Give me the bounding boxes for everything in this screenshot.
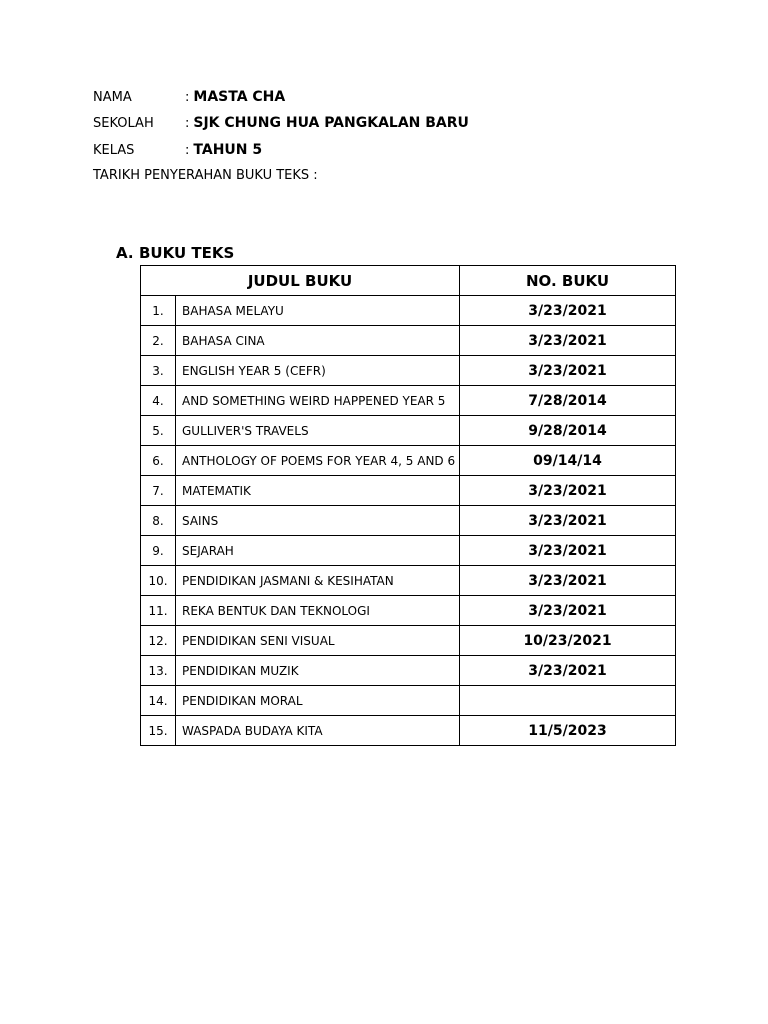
book-number: 3/23/2021 bbox=[460, 656, 676, 686]
table-row bbox=[141, 296, 676, 326]
row-number: 6. bbox=[141, 446, 176, 476]
table-header-row bbox=[141, 266, 676, 296]
book-number: 10/23/2021 bbox=[460, 626, 676, 656]
header-no-buku: NO. BUKU bbox=[460, 266, 676, 296]
table-row bbox=[141, 686, 676, 716]
info-row-kelas bbox=[93, 140, 262, 160]
book-title: WASPADA BUDAYA KITA bbox=[176, 716, 460, 746]
row-number: 3. bbox=[141, 356, 176, 386]
book-title: MATEMATIK bbox=[176, 476, 460, 506]
table-row bbox=[141, 476, 676, 506]
book-number: 3/23/2021 bbox=[460, 356, 676, 386]
row-number: 10. bbox=[141, 566, 176, 596]
sekolah-label: SEKOLAH bbox=[93, 115, 154, 131]
table-row bbox=[141, 596, 676, 626]
book-title: BAHASA MELAYU bbox=[176, 296, 460, 326]
book-number: 11/5/2023 bbox=[460, 716, 676, 746]
book-number: 9/28/2014 bbox=[460, 416, 676, 446]
book-number: 7/28/2014 bbox=[460, 386, 676, 416]
nama-colon: : bbox=[185, 89, 190, 105]
section-title: BUKU TEKS bbox=[139, 244, 235, 262]
book-title: PENDIDIKAN MORAL bbox=[176, 686, 460, 716]
row-number: 5. bbox=[141, 416, 176, 446]
textbook-table bbox=[140, 265, 676, 746]
book-number: 3/23/2021 bbox=[460, 596, 676, 626]
book-title: PENDIDIKAN SENI VISUAL bbox=[176, 626, 460, 656]
table-row bbox=[141, 506, 676, 536]
header-judul-buku: JUDUL BUKU bbox=[141, 266, 460, 296]
book-number: 3/23/2021 bbox=[460, 326, 676, 356]
row-number: 12. bbox=[141, 626, 176, 656]
sekolah-value: SJK CHUNG HUA PANGKALAN BARU bbox=[193, 115, 469, 131]
table-body bbox=[141, 296, 676, 746]
book-number: 3/23/2021 bbox=[460, 296, 676, 326]
table-row bbox=[141, 566, 676, 596]
book-title: ANTHOLOGY OF POEMS FOR YEAR 4, 5 AND 6 bbox=[176, 446, 460, 476]
kelas-label: KELAS bbox=[93, 142, 135, 158]
book-number: 3/23/2021 bbox=[460, 536, 676, 566]
table-row bbox=[141, 386, 676, 416]
table-row bbox=[141, 326, 676, 356]
book-title: GULLIVER'S TRAVELS bbox=[176, 416, 460, 446]
book-title: AND SOMETHING WEIRD HAPPENED YEAR 5 bbox=[176, 386, 460, 416]
table-row bbox=[141, 416, 676, 446]
sekolah-colon: : bbox=[185, 115, 190, 131]
book-number: 3/23/2021 bbox=[460, 566, 676, 596]
table-row bbox=[141, 656, 676, 686]
section-heading bbox=[116, 244, 234, 262]
info-row-nama bbox=[93, 87, 285, 107]
table-row bbox=[141, 716, 676, 746]
book-title: ENGLISH YEAR 5 (CEFR) bbox=[176, 356, 460, 386]
book-title: BAHASA CINA bbox=[176, 326, 460, 356]
info-row-sekolah bbox=[93, 113, 469, 133]
row-number: 14. bbox=[141, 686, 176, 716]
book-title: PENDIDIKAN MUZIK bbox=[176, 656, 460, 686]
row-number: 8. bbox=[141, 506, 176, 536]
row-number: 9. bbox=[141, 536, 176, 566]
row-number: 13. bbox=[141, 656, 176, 686]
row-number: 4. bbox=[141, 386, 176, 416]
nama-label: NAMA bbox=[93, 89, 132, 105]
row-number: 15. bbox=[141, 716, 176, 746]
table-row bbox=[141, 446, 676, 476]
book-title: REKA BENTUK DAN TEKNOLOGI bbox=[176, 596, 460, 626]
row-number: 1. bbox=[141, 296, 176, 326]
book-number: 3/23/2021 bbox=[460, 506, 676, 536]
kelas-value: TAHUN 5 bbox=[193, 142, 263, 158]
kelas-colon: : bbox=[185, 142, 190, 158]
table-row bbox=[141, 626, 676, 656]
table-row bbox=[141, 536, 676, 566]
table-row bbox=[141, 356, 676, 386]
row-number: 7. bbox=[141, 476, 176, 506]
book-title: SAINS bbox=[176, 506, 460, 536]
tarikh-penyerahan-label: TARIKH PENYERAHAN BUKU TEKS : bbox=[93, 168, 318, 183]
book-number: 3/23/2021 bbox=[460, 476, 676, 506]
section-letter: A. bbox=[116, 244, 134, 262]
book-number bbox=[460, 686, 676, 716]
row-number: 11. bbox=[141, 596, 176, 626]
row-number: 2. bbox=[141, 326, 176, 356]
book-title: SEJARAH bbox=[176, 536, 460, 566]
nama-value: MASTA CHA bbox=[193, 89, 286, 105]
book-number: 09/14/14 bbox=[460, 446, 676, 476]
book-title: PENDIDIKAN JASMANI & KESIHATAN bbox=[176, 566, 460, 596]
